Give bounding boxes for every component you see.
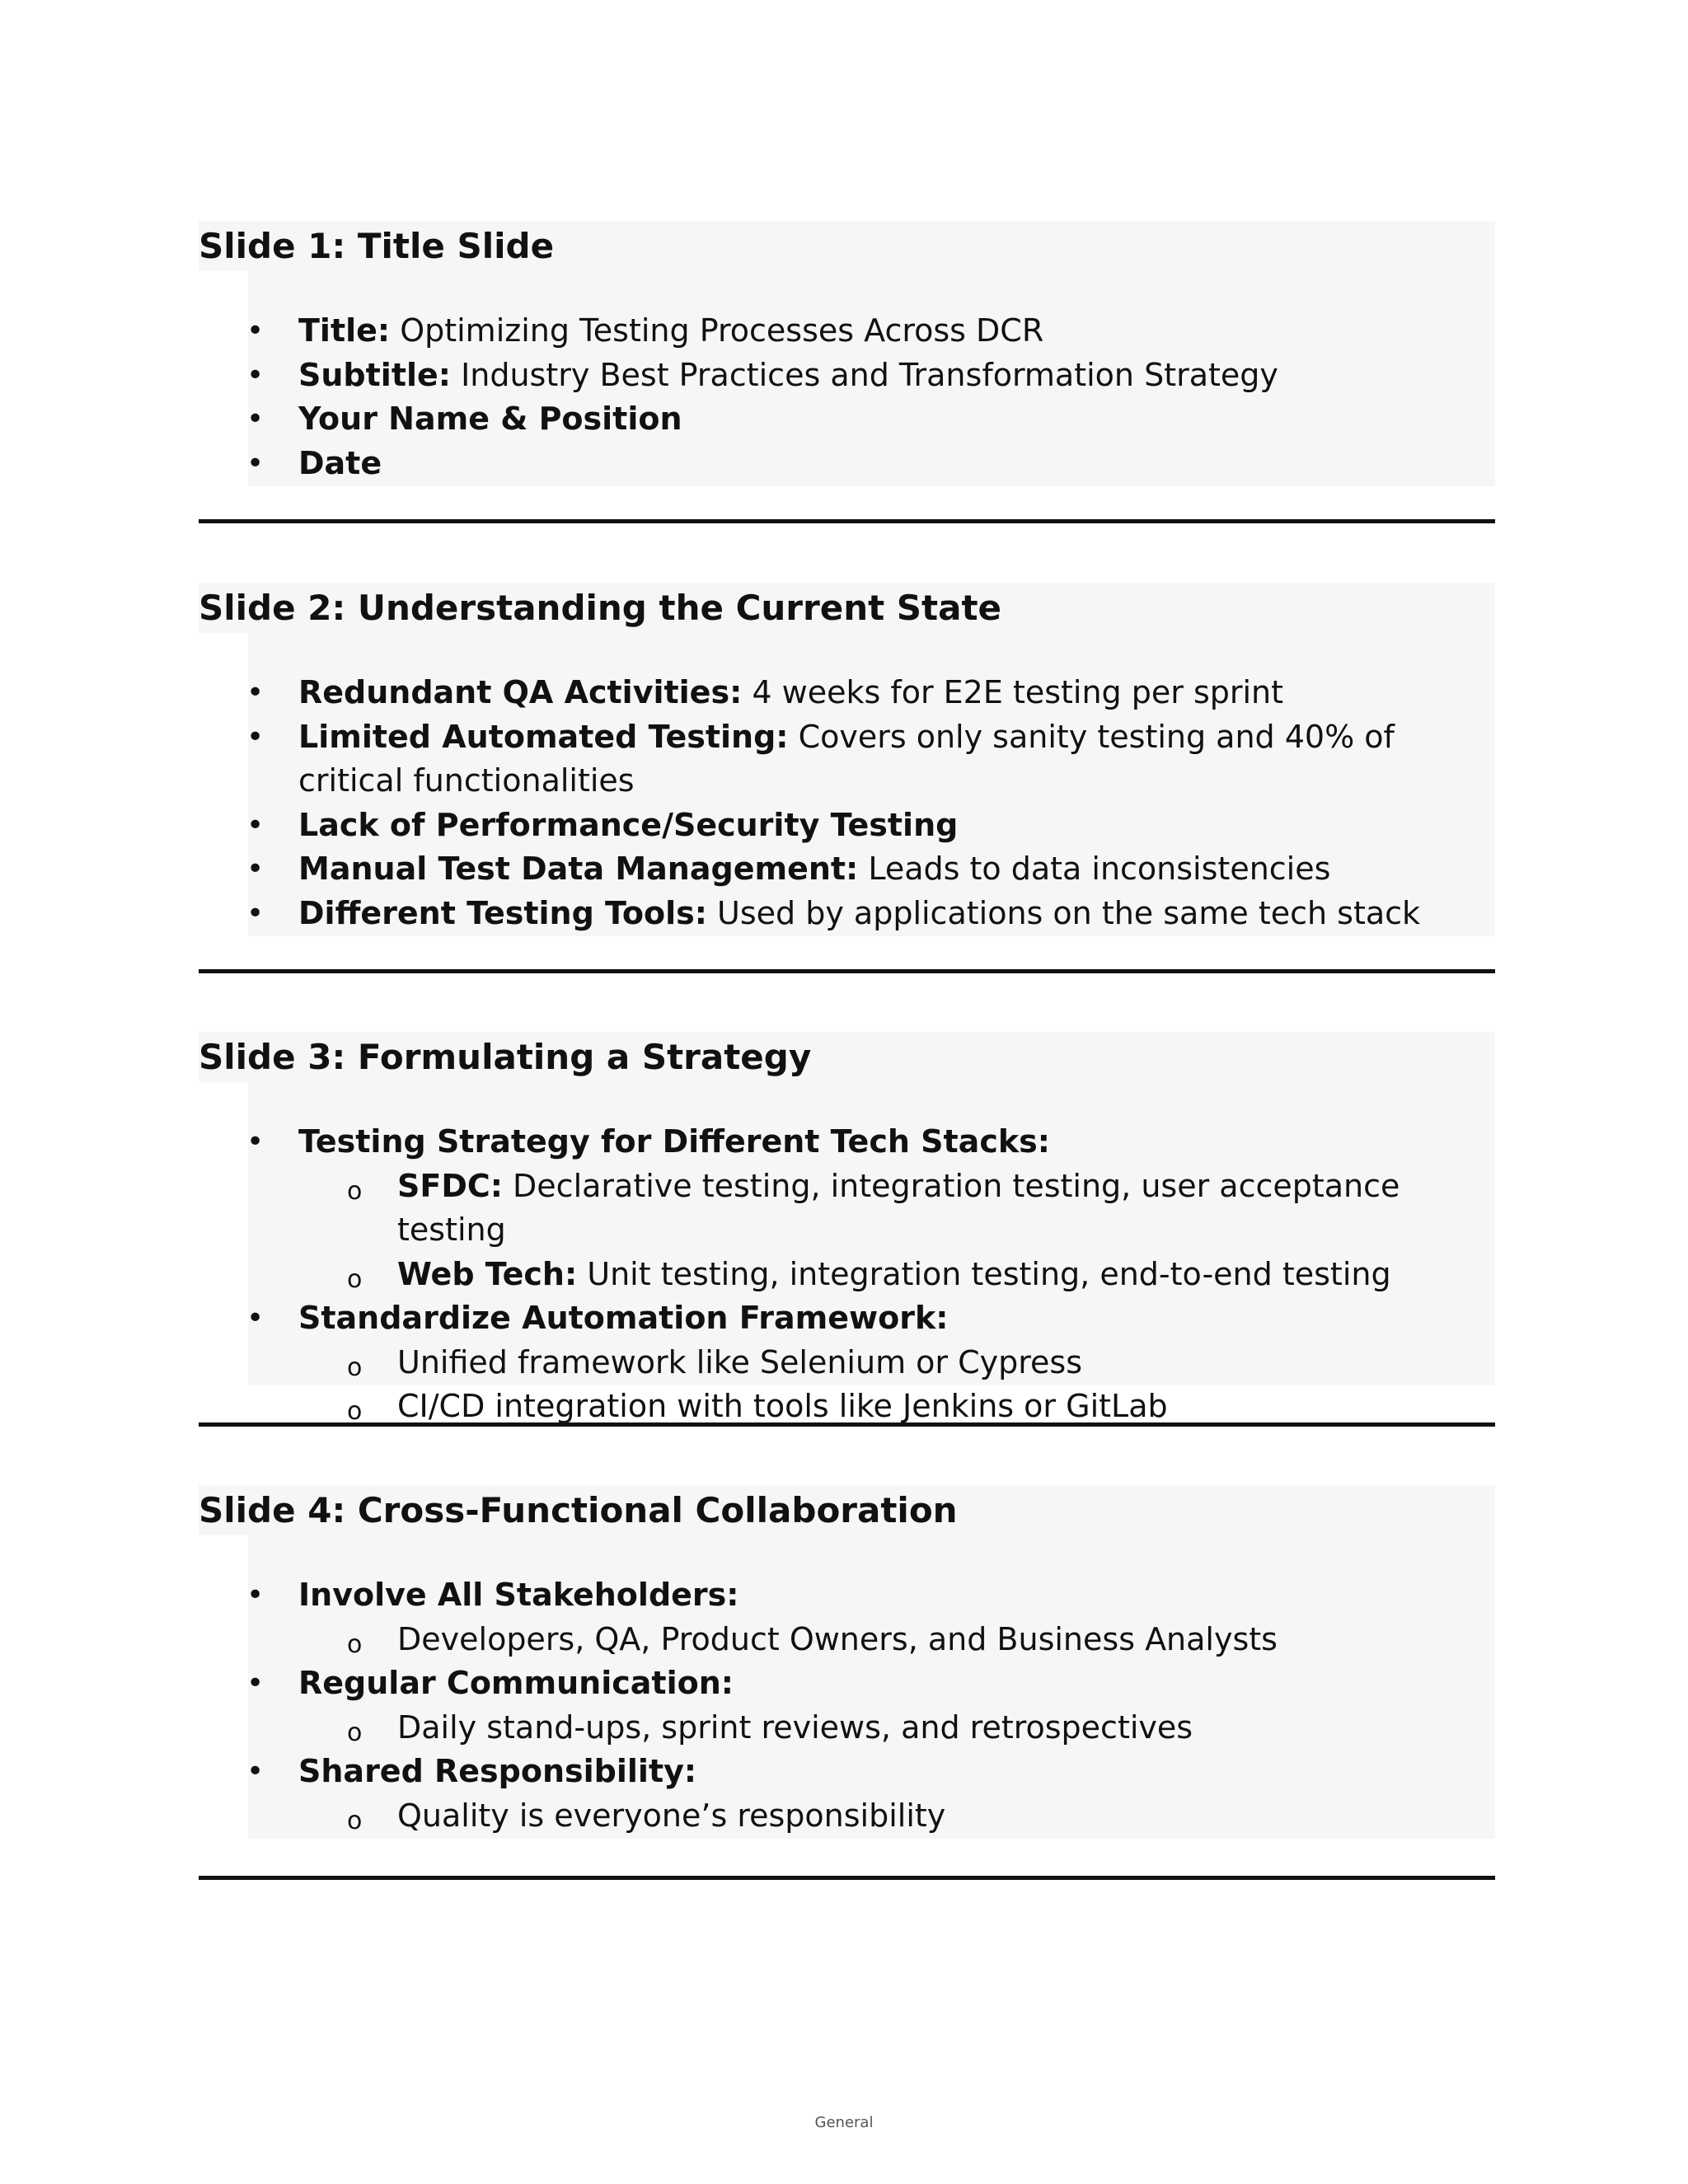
item-text: Daily stand-ups, sprint reviews, and retrospectives <box>397 1708 1193 1746</box>
list-item <box>199 671 1452 715</box>
circle-bullet-icon: o <box>347 1176 363 1206</box>
sub-list-item <box>199 1165 1452 1253</box>
bullet-icon: • <box>246 1301 265 1335</box>
slide-4-list <box>199 1573 1452 1838</box>
item-text: CI/CD integration with tools like Jenkins or GitLab <box>397 1388 1168 1424</box>
item-label: Testing Strategy for Different Tech Stacks: <box>298 1123 1050 1160</box>
bullet-icon: • <box>246 1578 265 1612</box>
item-text: Developers, QA, Product Owners, and Business Analysts <box>397 1620 1278 1657</box>
sub-list-item <box>199 1618 1452 1662</box>
list-item <box>199 847 1452 892</box>
bullet-icon: • <box>246 719 265 754</box>
bullet-icon: • <box>246 358 265 392</box>
circle-bullet-icon: o <box>347 1264 363 1294</box>
item-text: Industry Best Practices and Transformation Strategy <box>450 356 1278 393</box>
list-item <box>199 715 1452 804</box>
slide-3-list <box>199 1120 1452 1429</box>
list-item <box>199 397 1452 442</box>
item-label: Involve All Stakeholders: <box>298 1577 739 1613</box>
sub-list-item <box>199 1253 1452 1297</box>
bullet-icon: • <box>246 852 265 886</box>
item-label: Manual Test Data Management: <box>298 851 859 887</box>
circle-bullet-icon: o <box>347 1352 363 1382</box>
item-label: Redundant QA Activities: <box>298 674 743 710</box>
bullet-icon: • <box>246 314 265 348</box>
slide-2-divider <box>199 969 1495 973</box>
item-label: Different Testing Tools: <box>298 894 707 931</box>
circle-bullet-icon: o <box>347 1629 363 1659</box>
slide-1-title: Slide 1: Title Slide <box>199 226 555 266</box>
item-label: Title: <box>298 312 391 349</box>
item-label: SFDC: <box>397 1167 503 1204</box>
circle-bullet-icon: o <box>347 1718 363 1747</box>
list-item <box>199 1120 1452 1165</box>
item-label: Your Name & Position <box>298 401 682 437</box>
list-item <box>199 804 1452 848</box>
item-text: Quality is everyone’s responsibility <box>397 1797 946 1834</box>
slide-2-list <box>199 671 1452 935</box>
item-label: Web Tech: <box>397 1255 578 1292</box>
list-item <box>199 442 1452 486</box>
slide-1-list <box>199 309 1452 485</box>
list-item <box>199 1661 1452 1706</box>
bullet-icon: • <box>246 808 265 842</box>
sub-list-item <box>199 1706 1452 1750</box>
list-item <box>199 892 1452 936</box>
sub-list-item <box>199 1341 1452 1385</box>
bullet-icon: • <box>246 896 265 930</box>
item-text: 4 weeks for E2E testing per sprint <box>742 674 1284 710</box>
list-item <box>199 354 1452 398</box>
slide-2-title: Slide 2: Understanding the Current State <box>199 588 1002 628</box>
bullet-icon: • <box>246 402 265 436</box>
item-label: Date <box>298 444 382 481</box>
list-item <box>199 309 1452 354</box>
item-label: Lack of Performance/Security Testing <box>298 806 959 843</box>
item-text: Unit testing, integration testing, end-to-end testing <box>577 1255 1391 1292</box>
sub-list-item <box>199 1794 1452 1839</box>
item-text: Leads to data inconsistencies <box>858 851 1331 887</box>
list-item <box>199 1296 1452 1341</box>
bullet-icon: • <box>246 1666 265 1700</box>
slide-4-title: Slide 4: Cross-Functional Collaboration <box>199 1490 958 1530</box>
slide-3-title: Slide 3: Formulating a Strategy <box>199 1037 812 1077</box>
item-text: Declarative testing, integration testing, user acceptance testing <box>397 1167 1400 1248</box>
item-label: Standardize Automation Framework: <box>298 1300 949 1336</box>
slide-3-divider <box>199 1422 1495 1427</box>
bullet-icon: • <box>246 676 265 710</box>
item-text: Used by applications on the same tech stack <box>706 894 1421 931</box>
footer-classification-label: General <box>814 2114 874 2131</box>
item-text: Unified framework like Selenium or Cypress <box>397 1343 1083 1380</box>
slide-1-divider <box>199 519 1495 523</box>
item-text: Optimizing Testing Processes Across DCR <box>390 312 1044 349</box>
list-item <box>199 1750 1452 1794</box>
item-label: Subtitle: <box>298 356 451 393</box>
bullet-icon: • <box>246 1755 265 1788</box>
circle-bullet-icon: o <box>347 1806 363 1835</box>
bullet-icon: • <box>246 446 265 480</box>
circle-bullet-icon: o <box>347 1397 363 1426</box>
list-item <box>199 1573 1452 1618</box>
item-label: Regular Communication: <box>298 1665 734 1701</box>
bullet-icon: • <box>246 1125 265 1159</box>
item-text: Covers only sanity testing and 40% of critical functionalities <box>298 718 1395 799</box>
slide-4-divider <box>199 1876 1495 1880</box>
item-label: Limited Automated Testing: <box>298 718 789 755</box>
item-label: Shared Responsibility: <box>298 1753 697 1789</box>
